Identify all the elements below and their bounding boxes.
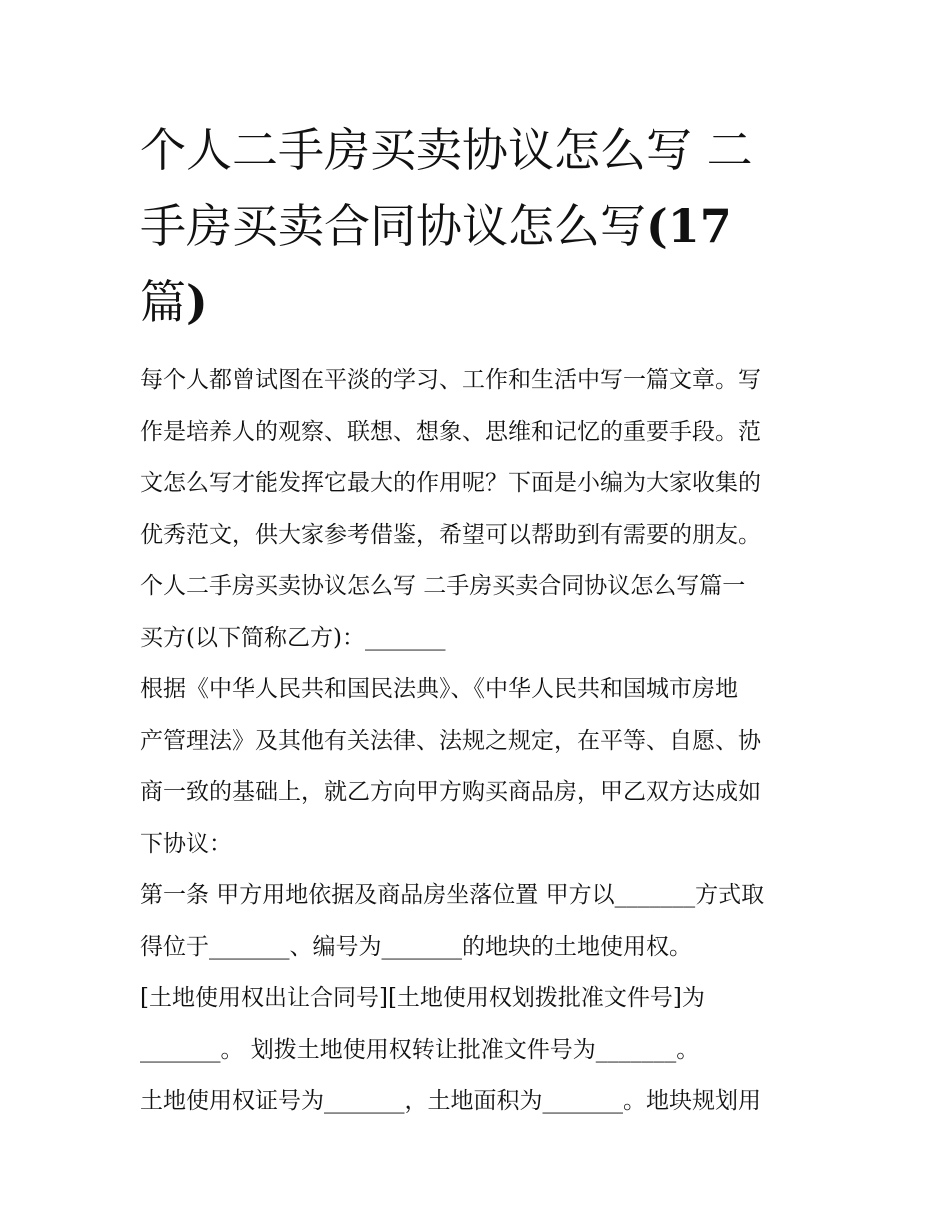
- body-line: 根据《中华人民共和国民法典》、《中华人民共和国城市房地: [140, 676, 738, 702]
- body-line: 买方(以下简称乙方)：_______: [140, 624, 446, 651]
- title-line: 篇): [140, 275, 208, 329]
- body-line: 个人二手房买卖协议怎么写 二手房买卖合同协议怎么写篇一: [140, 573, 746, 599]
- body-line: 文怎么写才能发挥它最大的作用呢？下面是小编为大家收集的: [140, 470, 761, 496]
- title-line: 个人二手房买卖协议怎么写 二: [140, 123, 753, 177]
- body-line: 商一致的基础上，就乙方向甲方购买商品房，甲乙双方达成如: [140, 779, 761, 805]
- document-title: [140, 112, 820, 340]
- body-line: 第一条 甲方用地依据及商品房坐落位置 甲方以_______方式取: [140, 882, 765, 908]
- body-line: [土地使用权出让合同号][土地使用权划拨批准文件号]为: [140, 985, 705, 1011]
- body-line: 土地使用权证号为_______，土地面积为_______。地块规划用: [140, 1088, 761, 1114]
- body-line: _______。 划拨土地使用权转让批准文件号为_______。: [140, 1036, 700, 1063]
- body-line: 下协议：: [140, 830, 232, 857]
- body-line: 作是培养人的观察、联想、想象、思维和记忆的重要手段。范: [140, 418, 761, 445]
- body-line: 优秀范文，供大家参考借鉴，希望可以帮助到有需要的朋友。: [140, 521, 761, 548]
- body-line: 每个人都曾试图在平淡的学习、工作和生活中写一篇文章。写: [140, 367, 761, 393]
- document-body: [140, 355, 820, 1128]
- body-line: 得位于_______、编号为_______的地块的土地使用权。: [140, 933, 692, 960]
- body-line: 产管理法》及其他有关法律、法规之规定，在平等、自愿、协: [140, 727, 761, 754]
- title-line: 手房买卖合同协议怎么写(17: [140, 199, 732, 253]
